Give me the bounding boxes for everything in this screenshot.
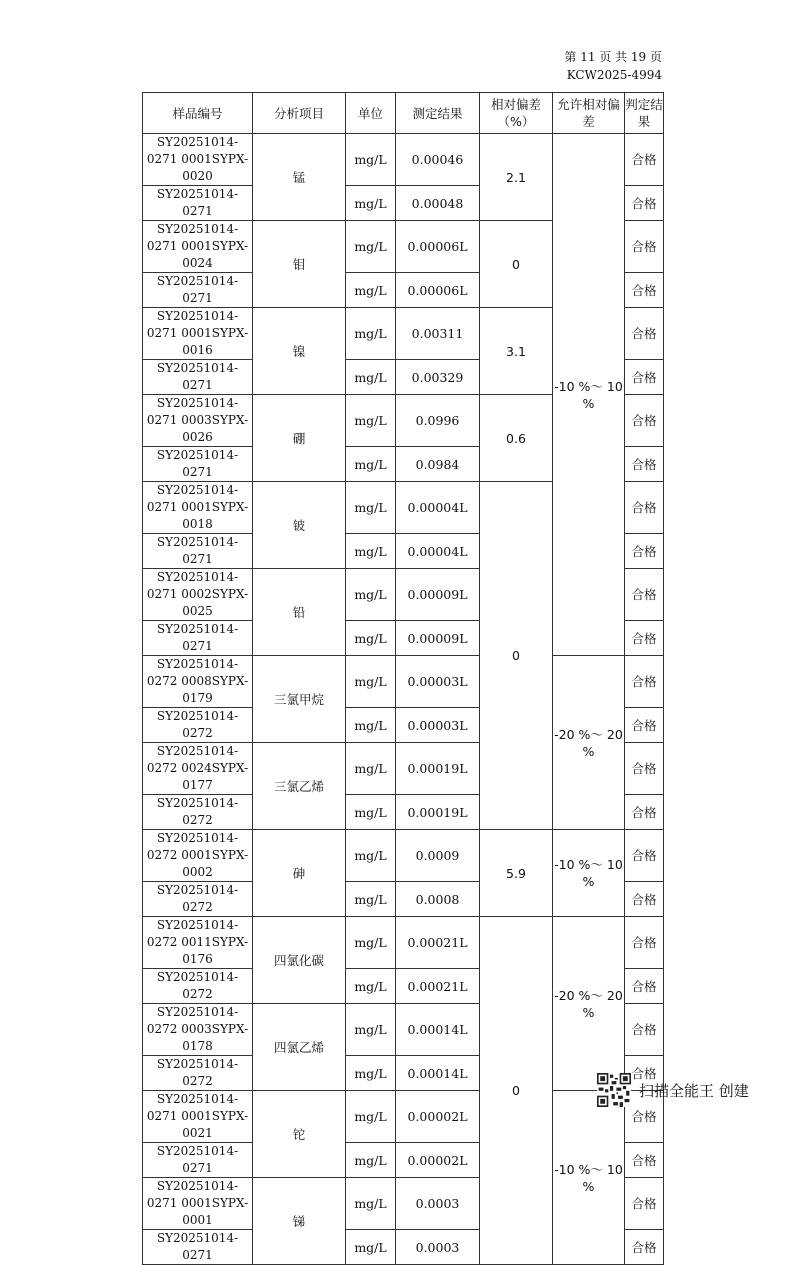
result-value: 0.0009 xyxy=(396,830,480,882)
conclusion: 合格 xyxy=(625,743,664,795)
sample-id: SY20251014-0271 0001SYPX-0020 xyxy=(143,134,253,186)
analysis-item: 硼 xyxy=(253,395,346,482)
conclusion: 合格 xyxy=(625,1056,664,1091)
allowed-deviation: -10 %～ 10 % xyxy=(553,830,625,917)
result-value: 0.00006L xyxy=(396,273,480,308)
relative-deviation: 0 xyxy=(480,221,553,308)
sample-id: SY20251014-0271 0001SYPX-0018 xyxy=(143,482,253,534)
unit: mg/L xyxy=(346,273,396,308)
sample-id: SY20251014-0271 0001SYPX-0024 xyxy=(143,221,253,273)
unit: mg/L xyxy=(346,395,396,447)
conclusion: 合格 xyxy=(625,395,664,447)
conclusion: 合格 xyxy=(625,969,664,1004)
analysis-item: 三氯乙烯 xyxy=(253,743,346,830)
conclusion: 合格 xyxy=(625,621,664,656)
result-value: 0.00019L xyxy=(396,795,480,830)
unit: mg/L xyxy=(346,656,396,708)
result-value: 0.0003 xyxy=(396,1230,480,1265)
allowed-deviation: -20 %～ 20 % xyxy=(553,656,625,830)
col-sample-id: 样品编号 xyxy=(143,93,253,134)
conclusion: 合格 xyxy=(625,917,664,969)
sample-id: SY20251014-0271 xyxy=(143,447,253,482)
relative-deviation: 0 xyxy=(480,917,553,1265)
sample-id: SY20251014-0272 0024SYPX-0177 xyxy=(143,743,253,795)
allowed-deviation: -10 %～ 10 % xyxy=(553,1091,625,1265)
sample-id: SY20251014-0271 xyxy=(143,534,253,569)
unit: mg/L xyxy=(346,795,396,830)
unit: mg/L xyxy=(346,708,396,743)
unit: mg/L xyxy=(346,569,396,621)
relative-deviation: 5.9 xyxy=(480,830,553,917)
col-result: 测定结果 xyxy=(396,93,480,134)
result-value: 0.00002L xyxy=(396,1143,480,1178)
result-value: 0.00046 xyxy=(396,134,480,186)
analysis-item: 铍 xyxy=(253,482,346,569)
relative-deviation: 3.1 xyxy=(480,308,553,395)
analysis-item: 铅 xyxy=(253,569,346,656)
sample-id: SY20251014-0271 0002SYPX-0025 xyxy=(143,569,253,621)
qc-table xyxy=(142,92,664,1265)
result-value: 0.0996 xyxy=(396,395,480,447)
conclusion: 合格 xyxy=(625,186,664,221)
result-value: 0.00014L xyxy=(396,1056,480,1091)
unit: mg/L xyxy=(346,221,396,273)
unit: mg/L xyxy=(346,917,396,969)
unit: mg/L xyxy=(346,482,396,534)
allowed-deviation: -20 %～ 20 % xyxy=(553,917,625,1091)
col-unit: 单位 xyxy=(346,93,396,134)
sample-id: SY20251014-0271 xyxy=(143,1230,253,1265)
col-conclusion: 判定结果 xyxy=(625,93,664,134)
unit: mg/L xyxy=(346,1056,396,1091)
relative-deviation: 0.6 xyxy=(480,395,553,482)
result-value: 0.00004L xyxy=(396,534,480,569)
conclusion: 合格 xyxy=(625,360,664,395)
conclusion: 合格 xyxy=(625,1091,664,1143)
page-header xyxy=(520,48,662,84)
scanner-watermark xyxy=(597,1072,749,1108)
conclusion: 合格 xyxy=(625,882,664,917)
sample-id: SY20251014-0272 0011SYPX-0176 xyxy=(143,917,253,969)
table-row xyxy=(143,917,664,969)
sample-id: SY20251014-0271 0001SYPX-0021 xyxy=(143,1091,253,1143)
table-body xyxy=(143,134,664,1265)
analysis-item: 铊 xyxy=(253,1091,346,1178)
relative-deviation: 0 xyxy=(480,482,553,830)
conclusion: 合格 xyxy=(625,134,664,186)
unit: mg/L xyxy=(346,830,396,882)
analysis-item: 镍 xyxy=(253,308,346,395)
analysis-item: 砷 xyxy=(253,830,346,917)
sample-id: SY20251014-0271 0003SYPX-0026 xyxy=(143,395,253,447)
result-value: 0.00329 xyxy=(396,360,480,395)
result-value: 0.00048 xyxy=(396,186,480,221)
unit: mg/L xyxy=(346,447,396,482)
conclusion: 合格 xyxy=(625,1230,664,1265)
sample-id: SY20251014-0271 xyxy=(143,360,253,395)
conclusion: 合格 xyxy=(625,569,664,621)
conclusion: 合格 xyxy=(625,708,664,743)
unit: mg/L xyxy=(346,969,396,1004)
col-deviation: 相对偏差（%） xyxy=(480,93,553,134)
scanner-app-name: 扫描全能王 创建 xyxy=(639,1081,749,1100)
sample-id: SY20251014-0272 xyxy=(143,795,253,830)
col-item: 分析项目 xyxy=(253,93,346,134)
conclusion: 合格 xyxy=(625,308,664,360)
conclusion: 合格 xyxy=(625,482,664,534)
conclusion: 合格 xyxy=(625,534,664,569)
allowed-deviation: -10 %～ 10 % xyxy=(553,134,625,656)
sample-id: SY20251014-0272 0001SYPX-0002 xyxy=(143,830,253,882)
page-info: 第 11 页 共 19 页 xyxy=(564,50,662,64)
conclusion: 合格 xyxy=(625,830,664,882)
result-value: 0.0003 xyxy=(396,1178,480,1230)
result-value: 0.00009L xyxy=(396,569,480,621)
conclusion: 合格 xyxy=(625,795,664,830)
sample-id: SY20251014-0271 xyxy=(143,1143,253,1178)
unit: mg/L xyxy=(346,1004,396,1056)
result-value: 0.00003L xyxy=(396,708,480,743)
result-value: 0.0984 xyxy=(396,447,480,482)
conclusion: 合格 xyxy=(625,1143,664,1178)
analysis-item: 三氯甲烷 xyxy=(253,656,346,743)
unit: mg/L xyxy=(346,1091,396,1143)
sample-id: SY20251014-0272 xyxy=(143,1056,253,1091)
sample-id: SY20251014-0272 xyxy=(143,708,253,743)
sample-id: SY20251014-0272 xyxy=(143,882,253,917)
unit: mg/L xyxy=(346,621,396,656)
result-value: 0.00021L xyxy=(396,969,480,1004)
table-row xyxy=(143,656,664,708)
sample-id: SY20251014-0271 xyxy=(143,186,253,221)
qr-code-icon xyxy=(597,1073,631,1107)
sample-id: SY20251014-0271 0001SYPX-0001 xyxy=(143,1178,253,1230)
report-number: KCW2025-4994 xyxy=(566,68,662,82)
result-value: 0.00009L xyxy=(396,621,480,656)
unit: mg/L xyxy=(346,1230,396,1265)
result-value: 0.00006L xyxy=(396,221,480,273)
analysis-item: 钼 xyxy=(253,221,346,308)
col-allowed: 允许相对偏差 xyxy=(553,93,625,134)
relative-deviation: 2.1 xyxy=(480,134,553,221)
conclusion: 合格 xyxy=(625,221,664,273)
table-row xyxy=(143,830,664,882)
conclusion: 合格 xyxy=(625,1004,664,1056)
analysis-item: 四氯化碳 xyxy=(253,917,346,1004)
result-value: 0.00014L xyxy=(396,1004,480,1056)
result-value: 0.0008 xyxy=(396,882,480,917)
result-value: 0.00002L xyxy=(396,1091,480,1143)
conclusion: 合格 xyxy=(625,273,664,308)
sample-id: SY20251014-0271 0001SYPX-0016 xyxy=(143,308,253,360)
result-value: 0.00311 xyxy=(396,308,480,360)
sample-id: SY20251014-0272 0008SYPX-0179 xyxy=(143,656,253,708)
conclusion: 合格 xyxy=(625,656,664,708)
table-row xyxy=(143,134,664,186)
unit: mg/L xyxy=(346,534,396,569)
unit: mg/L xyxy=(346,1178,396,1230)
sample-id: SY20251014-0271 xyxy=(143,621,253,656)
analysis-item: 四氯乙烯 xyxy=(253,1004,346,1091)
conclusion: 合格 xyxy=(625,1178,664,1230)
unit: mg/L xyxy=(346,882,396,917)
analysis-item: 锑 xyxy=(253,1178,346,1265)
conclusion: 合格 xyxy=(625,447,664,482)
result-value: 0.00004L xyxy=(396,482,480,534)
table-header-row xyxy=(143,93,664,134)
unit: mg/L xyxy=(346,134,396,186)
unit: mg/L xyxy=(346,308,396,360)
result-value: 0.00003L xyxy=(396,656,480,708)
table-row xyxy=(143,1091,664,1143)
unit: mg/L xyxy=(346,743,396,795)
unit: mg/L xyxy=(346,186,396,221)
analysis-item: 锰 xyxy=(253,134,346,221)
sample-id: SY20251014-0272 0003SYPX-0178 xyxy=(143,1004,253,1056)
sample-id: SY20251014-0271 xyxy=(143,273,253,308)
unit: mg/L xyxy=(346,1143,396,1178)
sample-id: SY20251014-0272 xyxy=(143,969,253,1004)
result-value: 0.00019L xyxy=(396,743,480,795)
result-value: 0.00021L xyxy=(396,917,480,969)
unit: mg/L xyxy=(346,360,396,395)
